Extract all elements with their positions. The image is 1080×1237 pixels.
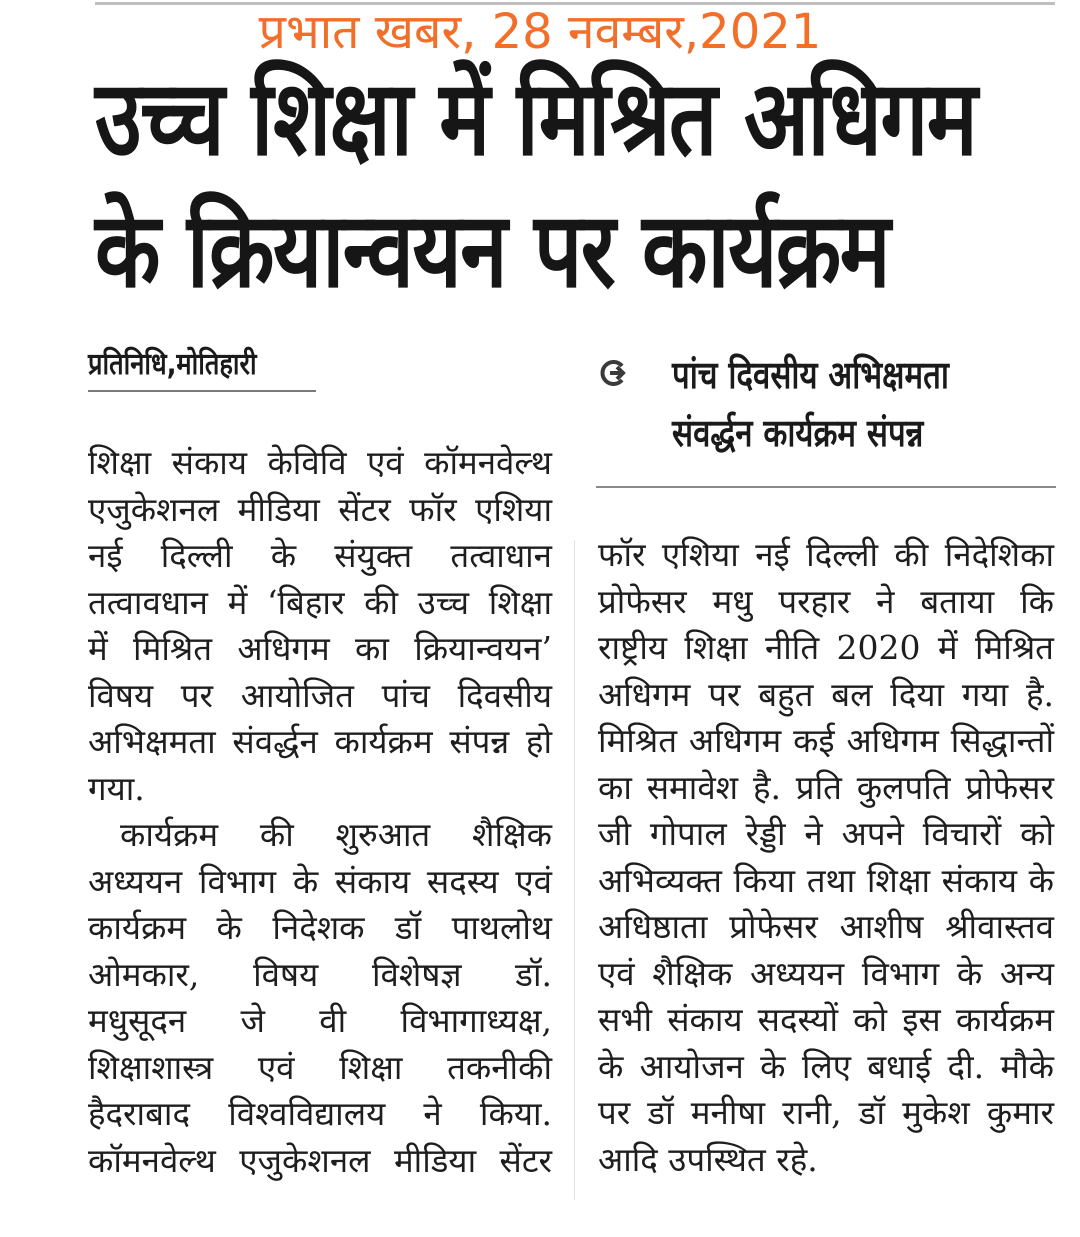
text-line: हैदराबाद विश्वविद्यालय ने किया. <box>88 1094 552 1133</box>
text-line: मिश्रित अधिगम कई अधिगम सिद्धान्तों <box>598 721 1054 760</box>
text-line: कार्यक्रम के निदेशक डॉ पाथलोथ <box>88 908 552 947</box>
text-line: अधिष्ठाता प्रोफेसर आशीष श्रीवास्तव <box>598 907 1054 946</box>
text-line: कार्यक्रम की शुरुआत शैक्षिक <box>120 815 552 854</box>
text-line: राष्ट्रीय शिक्षा नीति 2020 में मिश्रित <box>598 628 1054 667</box>
text-line: के आयोजन के लिए बधाई दी. मौके <box>598 1046 1054 1086</box>
text-line: पर डॉ मनीषा रानी, डॉ मुकेश कुमार <box>598 1093 1054 1132</box>
text-line: सभी संकाय सदस्यों को इस कार्यक्रम <box>598 1000 1054 1039</box>
text-line: ओमकार, विषय विशेषज्ञ डॉ. <box>88 954 552 994</box>
text-line: शिक्षाशास्त्र एवं शिक्षा तकनीकी <box>88 1047 552 1087</box>
headline-line-2: के क्रियान्वयन पर कार्यक्रम <box>95 189 890 311</box>
text-line: आदि उपस्थित रहे. <box>598 1139 818 1179</box>
headline <box>95 52 977 316</box>
text-line: कॉमनवेल्थ एजुकेशनल मीडिया सेंटर <box>88 1140 552 1180</box>
text-line: जी गोपाल रेड्डी ने अपने विचारों को <box>598 814 1054 853</box>
text-line: गया. <box>88 768 145 808</box>
subhead-line-1: पांच दिवसीय अभिक्षमता <box>672 353 949 397</box>
article-right-column <box>598 532 1054 1183</box>
circle-arrow-icon <box>596 356 630 390</box>
article-left-column <box>88 440 552 1184</box>
text-line: नई दिल्ली के संयुक्त तत्वाधान <box>88 536 552 575</box>
subhead-rule <box>596 486 1056 488</box>
headline-line-1: उच्च शिक्षा में मिश्रित अधिगम <box>95 57 977 179</box>
text-line: प्रोफेसर मधु परहार ने बताया कि <box>598 581 1054 621</box>
dateline: प्रभात खबर, 28 नवम्बर,2021 <box>258 4 822 60</box>
text-line: अभिक्षमता संवर्द्धन कार्यक्रम संपन्न हो <box>88 722 552 761</box>
text-line: अध्ययन विभाग के संकाय सदस्य एवं <box>88 861 552 901</box>
text-line: फॉर एशिया नई दिल्ली की निदेशिका <box>598 535 1054 574</box>
text-line: शिक्षा संकाय केविवि एवं कॉमनवेल्थ <box>88 443 552 482</box>
text-line: विषय पर आयोजित पांच दिवसीय <box>88 675 552 715</box>
text-line: अधिगम पर बहुत बल दिया गया है. <box>598 674 1054 714</box>
column-divider <box>574 540 575 1200</box>
byline-underline <box>88 390 316 392</box>
text-line: मधुसूदन जे वी विभागाध्यक्ष, <box>88 1001 552 1040</box>
subhead-line-2: संवर्द्धन कार्यक्रम संपन्न <box>672 411 924 455</box>
text-line: अभिव्यक्त किया तथा शिक्षा संकाय के <box>598 860 1054 900</box>
text-line: तत्वावधान में ‘बिहार की उच्च शिक्षा <box>88 582 552 622</box>
text-line: का समावेश है. प्रति कुलपति प्रोफेसर <box>598 767 1054 807</box>
subhead <box>672 346 1049 462</box>
byline: प्रतिनिधि,मोतिहारी <box>88 347 257 382</box>
text-line: में मिश्रित अधिगम का क्रियान्वयन’ <box>88 629 552 668</box>
text-line: एवं शैक्षिक अध्ययन विभाग के अन्य <box>598 953 1054 993</box>
text-line: एजुकेशनल मीडिया सेंटर फॉर एशिया <box>88 489 552 529</box>
